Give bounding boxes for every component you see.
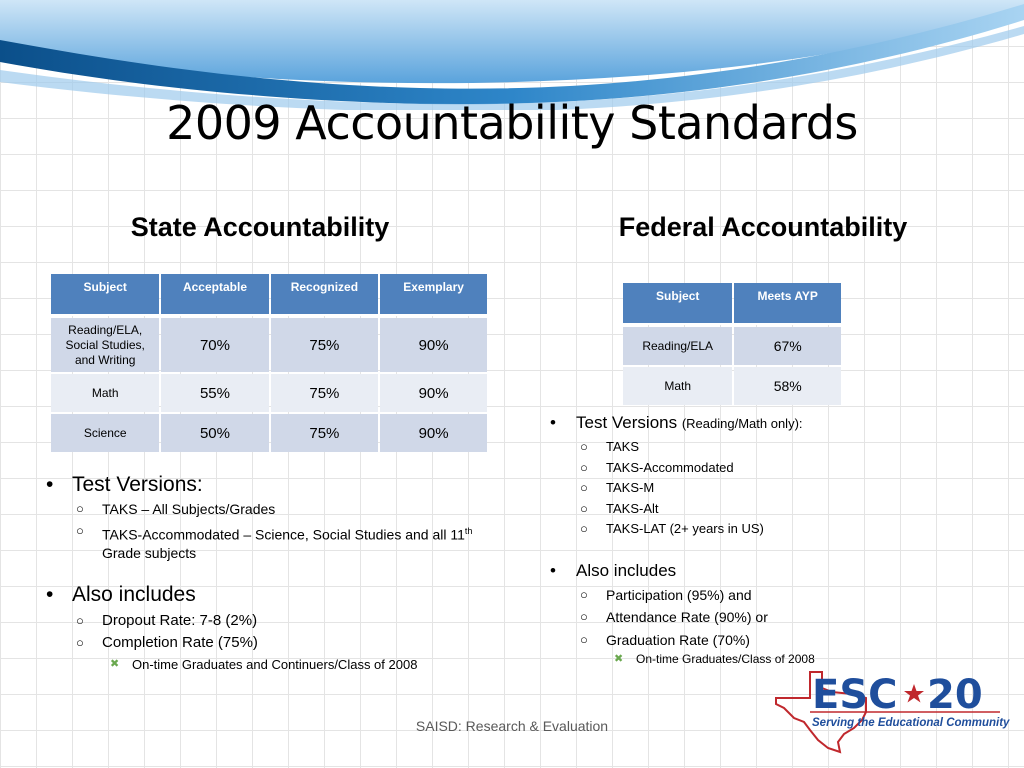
circle-bullet-icon: ○ (580, 480, 588, 495)
circle-bullet-icon: ○ (76, 501, 84, 516)
bullet-text: Graduation Rate (70%) (606, 631, 750, 648)
circle-bullet-icon: ○ (580, 459, 588, 475)
state-accountability-heading: State Accountability (130, 212, 390, 242)
bullet-text: Test Versions: (72, 473, 203, 496)
table-row (623, 367, 841, 405)
bullet-note: (Reading/Math only): (681, 416, 803, 431)
state-bullet-list (42, 472, 492, 673)
list-item (546, 458, 846, 479)
x-bullet-icon: ✖ (110, 657, 120, 670)
slide-footer: SAISD: Research & Evaluation (415, 718, 609, 734)
row-subject: Science (51, 414, 159, 452)
bullet-text: Also includes (576, 560, 677, 580)
esc-20-logo (770, 668, 1010, 754)
list-item (42, 500, 492, 518)
header-subject: Subject (623, 283, 732, 325)
bullet-text: Test Versions (576, 413, 678, 432)
state-accountability-table (49, 272, 489, 454)
bullet-text: TAKS (606, 439, 639, 454)
list-item (42, 472, 492, 498)
circle-bullet-icon: ○ (580, 439, 588, 454)
table-row (51, 374, 487, 412)
circle-bullet-icon: ○ (580, 500, 588, 516)
federal-bullet-list (546, 412, 846, 667)
row-recognized: 75% (271, 374, 379, 412)
list-item (546, 606, 846, 629)
bullet-text: TAKS-Alt (606, 500, 659, 516)
bullet-text: Grade subjects (102, 544, 197, 561)
bullet-text: On-time Graduates and Continuers/Class of 2008 (132, 656, 418, 672)
bullet-icon: • (550, 560, 556, 580)
circle-bullet-icon: ○ (580, 631, 588, 647)
header-recognized: Recognized (271, 274, 379, 316)
bullet-text: Participation (95%) and (606, 586, 752, 603)
header-exemplary: Exemplary (380, 274, 487, 316)
row-acceptable: 50% (161, 414, 268, 452)
bullet-text: Dropout Rate: 7-8 (2%) (102, 611, 258, 629)
logo-tagline: Serving the Educational Community (812, 717, 1010, 729)
list-item (546, 437, 846, 458)
bullet-text: TAKS-M (606, 480, 655, 495)
bullet-icon: • (550, 413, 556, 432)
list-item (546, 584, 846, 607)
list-item (546, 478, 846, 499)
row-subject: Math (623, 367, 732, 405)
row-recognized: 75% (271, 318, 379, 372)
header-wave-banner (0, 0, 1024, 110)
row-exemplary: 90% (380, 414, 487, 452)
row-subject: Reading/ELA (623, 327, 732, 365)
row-acceptable: 55% (161, 374, 268, 412)
bullet-icon: • (46, 582, 54, 606)
header-subject: Subject (51, 274, 159, 316)
list-item (546, 629, 846, 652)
row-meets-ayp: 67% (734, 327, 841, 365)
header-meets-ayp: Meets AYP (734, 283, 841, 325)
list-item (42, 610, 492, 632)
header-acceptable: Acceptable (161, 274, 268, 316)
bullet-text: TAKS-LAT (2+ years in US) (606, 521, 764, 536)
row-exemplary: 90% (380, 374, 487, 412)
list-item (546, 651, 846, 667)
bullet-text: TAKS-Accommodated – Science, Social Studies and all 11 (102, 526, 465, 543)
table-row (51, 318, 487, 372)
table-row (623, 327, 841, 365)
list-item (42, 522, 492, 562)
row-subject: Reading/ELA, Social Studies, and Writing (51, 318, 159, 372)
bullet-text: TAKS-Accommodated (606, 459, 734, 475)
federal-accountability-heading: Federal Accountability (618, 212, 908, 242)
list-item (546, 560, 846, 582)
list-item (42, 632, 492, 654)
circle-bullet-icon: ○ (580, 586, 588, 602)
bullet-icon: • (46, 473, 54, 496)
x-bullet-icon: ✖ (614, 653, 624, 665)
circle-bullet-icon: ○ (76, 523, 84, 538)
bullet-text: On-time Graduates/Class of 2008 (636, 652, 815, 666)
bullet-text: Completion Rate (75%) (102, 633, 258, 651)
list-item (42, 656, 492, 673)
list-item (546, 499, 846, 520)
table-row (51, 414, 487, 452)
logo-20-text: 20 (927, 672, 983, 718)
bullet-text: Attendance Rate (90%) or (606, 609, 768, 625)
star-icon (904, 684, 924, 703)
logo-esc-text: ESC (812, 672, 898, 718)
circle-bullet-icon: ○ (580, 609, 588, 624)
row-meets-ayp: 58% (734, 367, 841, 405)
row-acceptable: 70% (161, 318, 268, 372)
bullet-text: TAKS – All Subjects/Grades (102, 501, 276, 517)
superscript: th (464, 526, 473, 536)
circle-bullet-icon: ○ (580, 521, 588, 536)
list-item (42, 582, 492, 608)
circle-bullet-icon: ○ (76, 612, 84, 628)
list-item (546, 412, 846, 435)
row-exemplary: 90% (380, 318, 487, 372)
list-item (546, 519, 846, 540)
bullet-text: Also includes (72, 582, 196, 606)
row-subject: Math (51, 374, 159, 412)
slide-title: 2009 Accountability Standards (166, 96, 858, 150)
federal-accountability-table (621, 281, 843, 407)
row-recognized: 75% (271, 414, 379, 452)
circle-bullet-icon: ○ (76, 634, 84, 650)
